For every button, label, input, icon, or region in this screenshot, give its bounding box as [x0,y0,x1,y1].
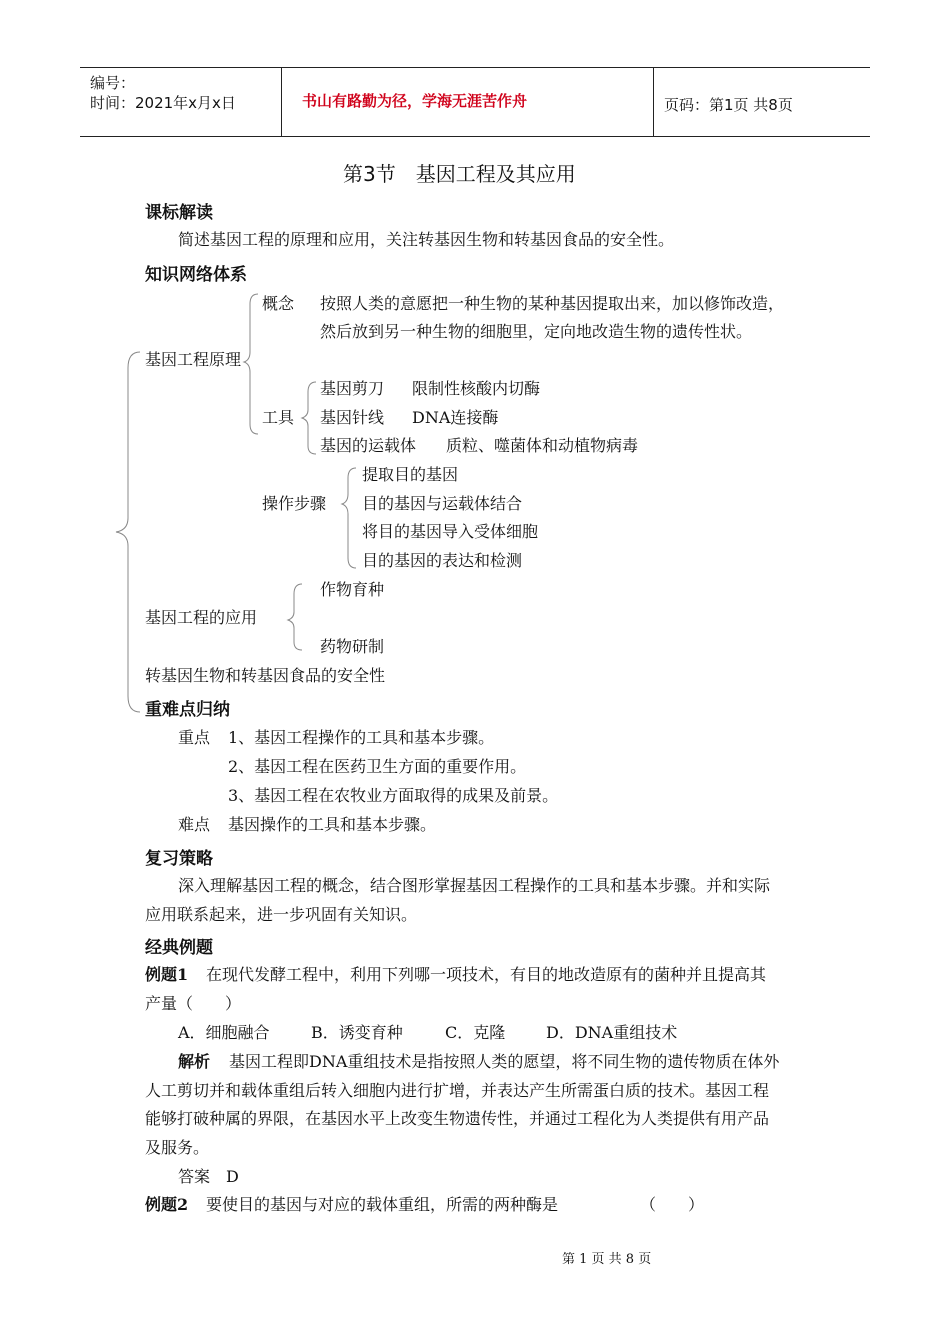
application-item: 作物育种 [320,580,385,599]
analysis-line: 及服务。 [145,1138,210,1157]
page-label: 页码：第1页 共8页 [664,96,793,114]
safety-label: 转基因生物和转基因食品的安全性 [145,666,386,685]
tool-value: 质粒、噬菌体和动植物病毒 [446,436,639,455]
curriculum-text: 简述基因工程的原理和应用，关注转基因生物和转基因食品的安全性。 [178,230,675,249]
key-item: 3、基因工程在农牧业方面取得的成果及前景。 [228,786,559,805]
key-item: 1、基因工程操作的工具和基本步骤。 [228,728,495,747]
tool-value: 限制性核酸内切酶 [412,379,541,398]
date-label: 时间：2021年x月x日 [90,94,236,112]
section-heading-knowledge: 知识网络体系 [145,265,247,285]
steps-label: 操作步骤 [262,494,327,513]
example-label: 例题2 [145,1195,189,1214]
concept-line: 按照人类的意愿把一种生物的某种基因提取出来，加以修饰改造， [320,294,785,313]
option-d: D．DNA重组技术 [546,1023,678,1042]
serial-label: 编号： [90,74,136,92]
analysis-line: 基因工程即DNA重组技术是指按照人类的愿望，将不同生物的遗传物质在体外 [229,1052,780,1071]
difficult-text: 基因操作的工具和基本步骤。 [228,815,437,834]
analysis-line: 能够打破种属的界限，在基因水平上改变生物遗传性，并通过工程化为人类提供有用产品 [145,1109,770,1128]
principle-label: 基因工程原理 [145,350,242,369]
page-title: 第3节 基因工程及其应用 [343,162,576,186]
key-label: 重点 [178,728,211,747]
answer-text: 答案 D [178,1167,239,1186]
example-question: 要使目的基因与对应的载体重组，所需的两种酶是 [206,1195,559,1214]
key-item: 2、基因工程在医药卫生方面的重要作用。 [228,757,527,776]
concept-line: 然后放到另一种生物的细胞里，定向地改造生物的遗传性状。 [320,322,753,341]
step-item: 目的基因的表达和检测 [362,551,523,570]
page-footer: 第 1 页 共 8 页 [562,1252,652,1267]
concept-label: 概念 [262,294,295,313]
strategy-line: 应用联系起来，进一步巩固有关知识。 [145,905,418,924]
difficult-label: 难点 [178,815,211,834]
strategy-line: 深入理解基因工程的概念，结合图形掌握基因工程操作的工具和基本步骤。并和实际 [178,876,771,895]
application-label: 基因工程的应用 [145,608,258,627]
section-heading-examples: 经典例题 [145,938,213,958]
step-item: 将目的基因导入受体细胞 [362,522,539,541]
option-c: C．克隆 [445,1023,506,1042]
tools-label: 工具 [262,408,295,427]
section-heading-key-points: 重难点归纳 [145,700,230,720]
tool-value: DNA连接酶 [412,408,499,427]
analysis-label: 解析 [178,1052,211,1071]
section-heading-strategy: 复习策略 [145,849,213,869]
answer-paren: （ ） [640,1195,705,1214]
step-item: 目的基因与运载体结合 [362,494,523,513]
example-label: 例题1 [145,965,189,984]
option-b: B．诱变育种 [311,1023,403,1042]
tool-name: 基因剪刀 [320,379,385,398]
motto: 书山有路勤为径，学海无涯苦作舟 [302,92,528,110]
section-heading-curriculum: 课标解读 [145,203,213,223]
step-item: 提取目的基因 [362,465,459,484]
option-a: A．细胞融合 [178,1023,270,1042]
tool-name: 基因的运载体 [320,436,417,455]
analysis-line: 人工剪切并和载体重组后转入细胞内进行扩增，并表达产生所需蛋白质的技术。基因工程 [145,1081,770,1100]
example-question: 产量（ ） [145,994,242,1013]
example-question: 在现代发酵工程中，利用下列哪一项技术，有目的地改造原有的菌种并且提高其 [206,965,767,984]
tool-name: 基因针线 [320,408,385,427]
application-item: 药物研制 [320,637,385,656]
